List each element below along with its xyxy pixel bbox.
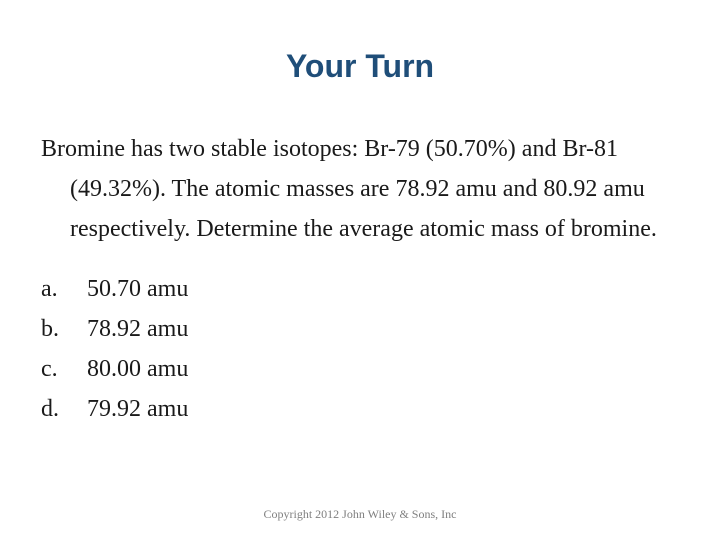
- option-text: 79.92 amu: [87, 396, 189, 422]
- option-text: 50.70 amu: [87, 276, 189, 302]
- option-text: 78.92 amu: [87, 316, 189, 342]
- option-b: [41, 309, 188, 349]
- answer-options: [41, 269, 188, 429]
- slide-title: Your Turn: [285, 48, 435, 84]
- option-letter: b.: [41, 316, 59, 342]
- question-text: Bromine has two stable isotopes: Br-79 (50.70%) and Br-81 (49.32%). The atomic masses are 78.92 amu and 80.92 amu respectively. Determine the average atomic mass of bromine.: [41, 136, 657, 242]
- copyright-footer: Copyright 2012 John Wiley & Sons, Inc: [263, 507, 457, 521]
- option-letter: c.: [41, 356, 58, 382]
- option-text: 80.00 amu: [87, 356, 189, 382]
- option-letter: d.: [41, 396, 59, 422]
- option-a: [41, 269, 188, 309]
- option-letter: a.: [41, 276, 58, 302]
- option-d: [41, 389, 188, 429]
- option-c: [41, 349, 188, 389]
